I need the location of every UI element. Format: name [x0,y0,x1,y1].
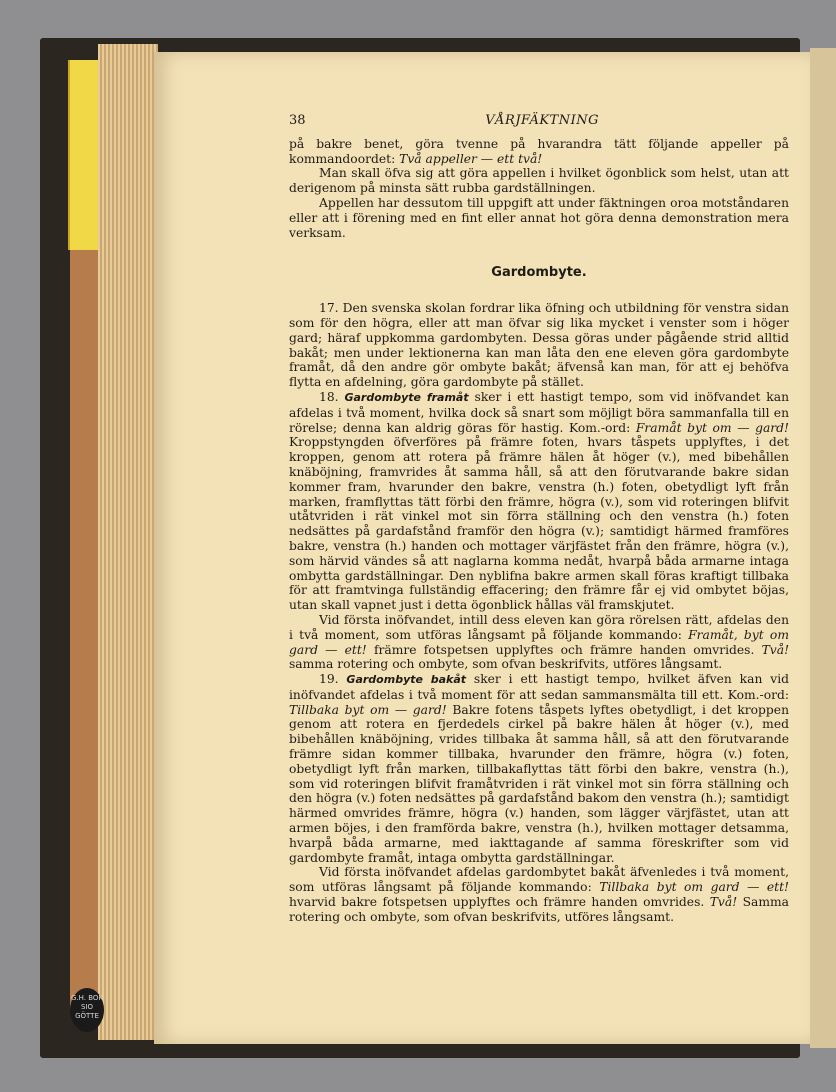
body-text: Vid första inöfvandet, intill dess eleven kan göra rörelsen rätt, afdelas den i två moment, som utföras långsamt på följande kommando: [289,612,789,642]
body-text: 19. [319,672,347,687]
body-text: 17. Den svenska skolan fordrar lika öfning och utbildning för venstra sidan som för den högra, eller att man öfvar sig lika mycket i venster som i höger gard; häraf uppkomma gardombyten. Dessa göras under pågående strid alltid bakåt; men under lektionerna kan man låta den ene eleven göra gardombyte framåt, då den andre gör ombyte bakåt; äfvenså kan man, för att ej behöfva flytta en afdelning, göra gardombyte på stället. [289,301,789,390]
command-text: Framåt byt om — gard! [635,420,789,435]
body-text: sker i ett hastigt tempo, som vid inöfvandet kan afdelas i två moment, hvilka dock så snart som möjligt böra sammanfalla till en rörelse; denna kan aldrig göras för hastig. Kom.-ord: [289,389,789,435]
paragraph-p17 [289,301,789,390]
body-text: 18. [319,389,345,404]
intro-paragraphs [289,137,789,241]
paragraph-p18b [289,613,789,672]
paragraph-p3 [289,196,789,240]
paragraph-p18 [289,390,789,613]
command-text: Två appeller — ett två! [399,151,543,166]
command-text: Framåt, byt om gard — ett! [289,627,789,657]
body-text: främre fotspetsen upplyftes och främre handen omvrides. [366,642,762,657]
body-text: Vid första inöfvandet afdelas gardombytet bakåt äfvenledes i två moment, som utföras långsamt på följande kommando: [289,865,789,895]
body-text: Samma rotering och ombyte, som ofvan beskrifvits, utföres långsamt. [289,895,789,924]
command-text: Tillbaka byt om — gard! [289,702,447,717]
body-text: på bakre benet, göra tvenne på hvarandra tätt följande appeller på kommandoordet: [289,136,789,166]
page-stack [98,44,158,1040]
command-text: Två! [761,642,790,657]
spine-label [68,60,100,250]
paragraph-p1 [289,137,789,167]
paragraph-p19b [289,865,789,924]
body-text: samma rotering och ombyte, som ofvan beskrifvits, utföres långsamt. [289,657,723,672]
command-text: Två! [709,895,738,910]
section-paragraphs [289,301,789,924]
command-text: Tillbaka byt om gard — ett! [599,880,789,895]
library-stamp [70,988,104,1032]
stamp-text: G.H. BOK SIO GÖTTE [70,994,104,1020]
right-page-edge [810,48,836,1048]
body-text: Appellen har dessutom till uppgift att under fäktningen oroa motståndaren eller att i förening med en fint eller annat hot göra denna demonstration mera verksam. [289,195,789,240]
paragraph-p2 [289,166,789,196]
subheading-text: Gardombyte framåt [344,390,469,404]
paragraph-p19 [289,672,789,865]
body-text: Kroppstyngden öfverföres på främre foten, hvars tåspets upplyftes, i det kroppen, genom att rotera på främre hälen åt höger (v.), med bibehållen knäböjning, framvrides åt samma håll, så att den förutvarande bakre sidan kommer fram, hvarunder den bakre, venstra (h.) foten, obetydligt lyft från marken, framflyttas tätt förbi den främre, högra (v.), som vid roteringen blifvit utåtvriden i rät vinkel mot sin förra ställning och den venstra (h.) foten nedsättes på gardafstånd framför den högra (v.); samtidigt härmed framföres bakre, venstra (h.) handen och mottager värjfästet från den främre, högra (v.), som härvid vändes så att naglarna komma nedåt, hvarpå båda armarne intaga ombytta gardställningar. Den nyblifna bakre armen skall föras kraftigt tillbaka för att framtvinga fullständig effacering; den främre får ej vid ombytet böjas, utan skall vapnet just i detta ögonblick hållas väl framskjutet. [289,435,789,613]
text-block [289,114,789,925]
body-text: Man skall öfva sig att göra appellen i hvilket ögonblick som helst, utan att derigenom på minsta sätt rubba gardställningen. [289,166,789,196]
running-head: VÅRJFÄKTNING [485,113,599,128]
page-number: 38 [289,113,306,128]
section-title: Gardombyte. [491,265,587,281]
body-text: hvarvid bakre fotspetsen upplyftes och främre handen omvrides. [289,895,710,910]
subheading-text: Gardombyte bakåt [346,673,467,687]
body-text: sker i ett hastigt tempo, hvilket äfven kan vid inöfvandet afdelas i två moment för att sedan sammansmälta till ett. Kom.-ord: [289,672,789,702]
body-text: Bakre fotens tåspets lyftes obetydligt, i det kroppen genom att rotera en fjerdedels cirkel på bakre hälen åt höger (v.), med bibehållen knäböjning, vrides tillbaka åt samma håll, så att den förutvarande främre sidan kommer tillbaka, hvarunder den främre, högra (v.) foten, obetydligt lyft från marken, tillbakaflyttas tätt förbi den bakre, venstra (h.), som vid roteringen blifvit framåtvriden i rät vinkel mot sin förra ställning och den högra (v.) foten nedsättes på gardafstånd bakom den venstra (h.); samtidigt härmed omvrides främre, högra (v.) handen, som lägger värjfästet, utan att armen böjes, i den framförda bakre, venstra (h.), hvilken mottager detsamma, hvarpå båda armarne, med iakttagande af samma föreskrifter som vid gardombyte framåt, intaga ombytta gardställningar. [289,702,789,865]
page-header [289,114,789,129]
